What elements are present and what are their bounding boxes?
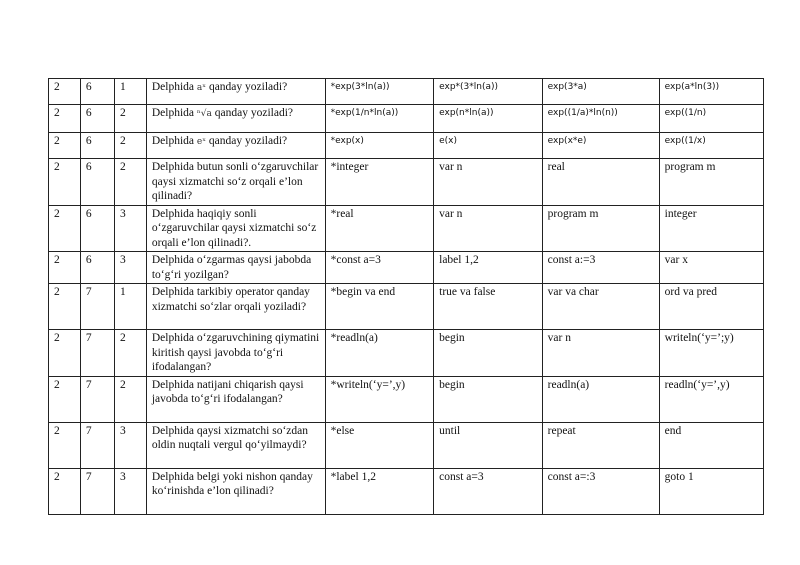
formula-image: eˣ xyxy=(196,137,207,147)
option-4: ord va pred xyxy=(659,284,763,330)
cell-col3: 3 xyxy=(114,468,146,514)
table-row xyxy=(49,284,764,330)
option-2: begin xyxy=(434,376,543,422)
option-4: exp(a*ln(3)) xyxy=(659,79,763,105)
table-row xyxy=(49,205,764,252)
cell-col3: 1 xyxy=(114,79,146,105)
question-prefix: Delphida xyxy=(151,135,195,147)
question-cell: Delphida butun sonli o‘zgaruvchilar qaysi xizmatchi so‘z orqali e’lon qilinadi? xyxy=(146,159,325,206)
table-row xyxy=(49,252,764,284)
cell-col2: 7 xyxy=(80,284,114,330)
option-1: *begin va end xyxy=(325,284,434,330)
cell-col2: 6 xyxy=(80,252,114,284)
cell-col1: 2 xyxy=(49,422,81,468)
cell-col2: 7 xyxy=(80,330,114,377)
cell-col2: 6 xyxy=(80,105,114,133)
option-2: exp*(3*ln(a)) xyxy=(434,79,543,105)
question-cell xyxy=(146,133,325,159)
option-4: readln(‘y=’,y) xyxy=(659,376,763,422)
formula-image: ⁿ√a xyxy=(196,109,212,119)
option-1: *exp(3*ln(a)) xyxy=(325,79,434,105)
option-2: label 1,2 xyxy=(434,252,543,284)
option-4: var x xyxy=(659,252,763,284)
option-3: exp((1/a)*ln(n)) xyxy=(542,105,659,133)
cell-col1: 2 xyxy=(49,105,81,133)
option-1: *label 1,2 xyxy=(325,468,434,514)
option-3: program m xyxy=(542,205,659,252)
option-1: *const a=3 xyxy=(325,252,434,284)
option-2: true va false xyxy=(434,284,543,330)
option-2: e(x) xyxy=(434,133,543,159)
question-cell: Delphida belgi yoki nishon qanday ko‘rinishda e’lon qilinadi? xyxy=(146,468,325,514)
option-3: var n xyxy=(542,330,659,377)
option-3: readln(a) xyxy=(542,376,659,422)
option-3: real xyxy=(542,159,659,206)
option-1: *integer xyxy=(325,159,434,206)
cell-col3: 2 xyxy=(114,330,146,377)
cell-col3: 3 xyxy=(114,252,146,284)
option-4: goto 1 xyxy=(659,468,763,514)
cell-col1: 2 xyxy=(49,284,81,330)
question-prefix: Delphida xyxy=(151,107,195,119)
cell-col1: 2 xyxy=(49,330,81,377)
option-3: repeat xyxy=(542,422,659,468)
cell-col1: 2 xyxy=(49,376,81,422)
table-row xyxy=(49,422,764,468)
option-2: until xyxy=(434,422,543,468)
quiz-table xyxy=(48,78,764,515)
option-2: var n xyxy=(434,159,543,206)
question-cell xyxy=(146,105,325,133)
cell-col1: 2 xyxy=(49,468,81,514)
question-cell: Delphida o‘zgarmas qaysi jabobda to‘g‘ri yozilgan? xyxy=(146,252,325,284)
cell-col2: 7 xyxy=(80,468,114,514)
option-1: *else xyxy=(325,422,434,468)
cell-col2: 6 xyxy=(80,205,114,252)
question-suffix: qanday yoziladi? xyxy=(208,81,288,93)
cell-col2: 6 xyxy=(80,133,114,159)
cell-col2: 6 xyxy=(80,79,114,105)
option-1: *exp(1/n*ln(a)) xyxy=(325,105,434,133)
cell-col1: 2 xyxy=(49,252,81,284)
option-3: const a=:3 xyxy=(542,468,659,514)
question-cell: Delphida tarkibiy operator qanday xizmatchi so‘zlar orqali yoziladi? xyxy=(146,284,325,330)
question-cell: Delphida qaysi xizmatchi so‘zdan oldin nuqtali vergul qo‘yilmaydi? xyxy=(146,422,325,468)
option-2: const a=3 xyxy=(434,468,543,514)
option-4: program m xyxy=(659,159,763,206)
cell-col1: 2 xyxy=(49,159,81,206)
table-row xyxy=(49,105,764,133)
option-1: *real xyxy=(325,205,434,252)
cell-col1: 2 xyxy=(49,205,81,252)
option-3: exp(3*a) xyxy=(542,79,659,105)
option-2: exp(n*ln(a)) xyxy=(434,105,543,133)
option-1: *readln(a) xyxy=(325,330,434,377)
cell-col3: 2 xyxy=(114,133,146,159)
table-row xyxy=(49,330,764,377)
formula-image: aˣ xyxy=(196,83,207,93)
cell-col3: 2 xyxy=(114,376,146,422)
option-1: *writeln(‘y=’,y) xyxy=(325,376,434,422)
option-2: begin xyxy=(434,330,543,377)
option-1: *exp(x) xyxy=(325,133,434,159)
cell-col1: 2 xyxy=(49,133,81,159)
question-cell xyxy=(146,79,325,105)
table-row xyxy=(49,133,764,159)
option-4: exp((1/n) xyxy=(659,105,763,133)
table-row xyxy=(49,468,764,514)
cell-col3: 3 xyxy=(114,422,146,468)
cell-col2: 7 xyxy=(80,376,114,422)
question-cell: Delphida natijani chiqarish qaysi javobda to‘g‘ri ifodalangan? xyxy=(146,376,325,422)
cell-col3: 2 xyxy=(114,159,146,206)
cell-col1: 2 xyxy=(49,79,81,105)
question-prefix: Delphida xyxy=(151,81,195,93)
table-row xyxy=(49,376,764,422)
question-cell: Delphida o‘zgaruvchining qiymatini kiritish qaysi javobda to‘g‘ri ifodalangan? xyxy=(146,330,325,377)
table-row xyxy=(49,159,764,206)
cell-col3: 3 xyxy=(114,205,146,252)
question-suffix: qanday yoziladi? xyxy=(208,135,288,147)
option-4: end xyxy=(659,422,763,468)
option-4: integer xyxy=(659,205,763,252)
option-3: exp(x*e) xyxy=(542,133,659,159)
question-cell: Delphida haqiqiy sonli o‘zgaruvchilar qaysi xizmatchi so‘z orqali e’lon qilinadi?. xyxy=(146,205,325,252)
option-4: writeln(‘y=’;y) xyxy=(659,330,763,377)
cell-col3: 1 xyxy=(114,284,146,330)
cell-col2: 6 xyxy=(80,159,114,206)
option-3: const a:=3 xyxy=(542,252,659,284)
table-row xyxy=(49,79,764,105)
cell-col3: 2 xyxy=(114,105,146,133)
question-suffix: qanday yoziladi? xyxy=(214,107,293,119)
cell-col2: 7 xyxy=(80,422,114,468)
option-2: var n xyxy=(434,205,543,252)
option-3: var va char xyxy=(542,284,659,330)
option-4: exp((1/x) xyxy=(659,133,763,159)
